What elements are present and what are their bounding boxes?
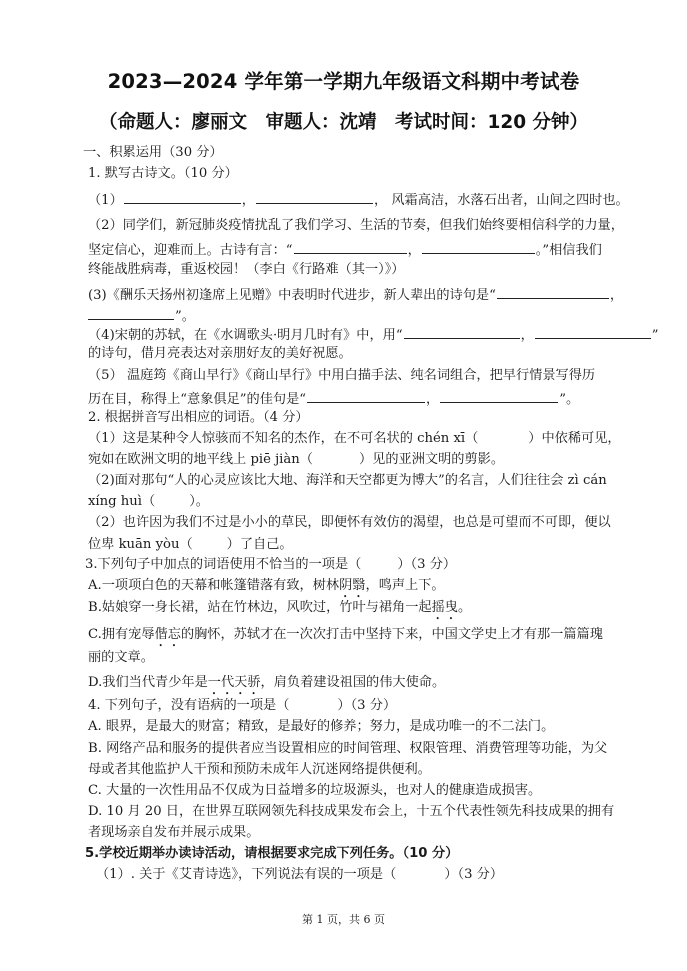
- dotted-word: 摇曳: [431, 600, 458, 615]
- q2-part2-line2: xíng huì（ ）。: [88, 494, 209, 509]
- q1-part3-line1: (3)《酬乐天扬州初逢席上见赠》中表明时代进步，新人辈出的诗句是“ ，: [88, 285, 623, 304]
- q4-heading: 4. 下列句子，没有语病的一项是（ ）（3 分）: [88, 698, 397, 713]
- q2-heading: 2. 根据拼音写出相应的词语。（4 分）: [88, 410, 309, 425]
- q1-part3-line2: ”。: [88, 306, 195, 325]
- q4-option-d-line1[interactable]: D. 10 月 20 日，在世界互联网领先科技成果发布会上，十五个代表性领先科技成果的拥有: [88, 804, 615, 819]
- blank[interactable]: [535, 325, 651, 339]
- blank[interactable]: [440, 389, 558, 403]
- q4-option-d-line2: 者现场亲自发布并展示成果。: [88, 825, 260, 840]
- q2-part1-line1: （1）这是某种令人惊骇而不知名的杰作，在不可名状的 chén xī（ ）中依稀可见，: [88, 431, 621, 446]
- q2-part1-line2: 宛如在欧洲文明的地平线上 piē jiàn（ ）见的亚洲文明的剪影。: [88, 452, 505, 467]
- q4-option-b-line2: 母或者其他监护人干预和预防未成年人沉迷网络提供便利。: [88, 762, 431, 777]
- q3-option-a[interactable]: A.一项项白色的天幕和帐篷错落有致，树林阴翳，鸣声上下。: [88, 578, 445, 593]
- q4-option-a[interactable]: A. 眼界，是最大的财富；精致，是最好的修养；努力，是成功唯一的不二法门。: [88, 719, 555, 734]
- dotted-word: 一代天骄: [207, 675, 261, 690]
- q1-part5-line1: （5） 温庭筠《商山早行》《商山早行》中用白描手法、纯名词组合，把早行情景写得历: [88, 368, 596, 383]
- q2-part3-line1: （2）也许因为我们不过是小小的草民，即便怀有效仿的渴望，也总是可望而不可即，便以: [88, 515, 611, 530]
- blank[interactable]: [497, 285, 609, 299]
- q5-part1: （1）. 关于《艾青诗选》，下列说法有误的一项是（ ）（3 分）: [96, 867, 504, 882]
- section-1-heading: 一、积累运用（30 分）: [83, 145, 223, 160]
- dotted-word: 阴翳: [339, 578, 366, 593]
- q5-heading: 5.学校近期举办读诗活动，请根据要求完成下列任务。（10 分）: [85, 846, 459, 861]
- q1-part5-line2: 历在目，称得上“意象俱足”的佳句是“ ， ”。: [88, 389, 579, 408]
- page-footer: 第 1 页，共 6 页: [302, 913, 385, 926]
- blank[interactable]: [124, 190, 241, 204]
- q1-part2-line1: （2）同学们，新冠肺炎疫情扰乱了我们学习、生活的节奏，但我们始终要相信科学的力量，: [88, 218, 624, 233]
- q3-option-d[interactable]: D.我们当代青少年是一代天骄，肩负着建设祖国的伟大使命。: [88, 675, 446, 690]
- blank[interactable]: [294, 240, 407, 254]
- q2-part2-line1: （2)面对那句“人的心灵应该比大地、海洋和天空都更为博大”的名言，人们往往会 zì cán: [88, 473, 607, 488]
- q2-part3-line2: 位卑 kuān yòu（ ）了自己。: [88, 537, 293, 552]
- q3-option-c-line1[interactable]: C.拥有宠辱偕忘的胸怀，苏轼才在一次次打击中坚持下来，中国文学史上才有那一篇篇瑰: [88, 627, 603, 642]
- q1-part2-line3: 终能战胜病毒，重返校园！（李白《行路难（其一）》）: [88, 262, 405, 277]
- blank[interactable]: [422, 240, 535, 254]
- q4-option-b-line1[interactable]: B. 网络产品和服务的提供者应当设置相应的时间管理、权限管理、消费管理等功能，为父: [88, 741, 608, 756]
- exam-subtitle: （命题人：廖丽文 审题人：沈靖 考试时间：120 分钟）: [98, 112, 589, 133]
- dotted-word: 偕忘: [154, 627, 181, 642]
- q3-heading: 3.下列句子中加点的词语使用不恰当的一项是（ ）（3 分）: [85, 557, 457, 572]
- blank[interactable]: [88, 306, 174, 320]
- blank[interactable]: [307, 389, 425, 403]
- blank[interactable]: [256, 190, 373, 204]
- q1-part1: （1） ， ， 风霜高洁，水落石出者，山间之四时也。: [88, 190, 629, 209]
- q1-heading: 1. 默写古诗文。（10 分）: [88, 166, 238, 181]
- q3-option-c-line2: 丽的文章。: [88, 650, 154, 665]
- blank[interactable]: [404, 325, 520, 339]
- q1-part4-line2: 的诗句，借月亮表达对亲朋好友的美好祝愿。: [88, 346, 352, 361]
- exam-title: 2023—2024 学年第一学期九年级语文科期中考试卷: [107, 70, 580, 93]
- q4-option-c[interactable]: C. 大量的一次性用品不仅成为日益增多的垃圾源头，也对人的健康造成损害。: [88, 783, 542, 798]
- q1-part2-line2: 坚定信心，迎难而上。古诗有言：“ ， 。”相信我们: [88, 240, 602, 259]
- q3-option-b[interactable]: B.姑娘穿一身长裙，站在竹林边，风吹过，竹叶与裙角一起摇曳。: [88, 600, 472, 615]
- q1-part4-line1: （4)宋朝的苏轼，在《水调歌头·明月几时有》中，用“ ， ”: [88, 325, 659, 344]
